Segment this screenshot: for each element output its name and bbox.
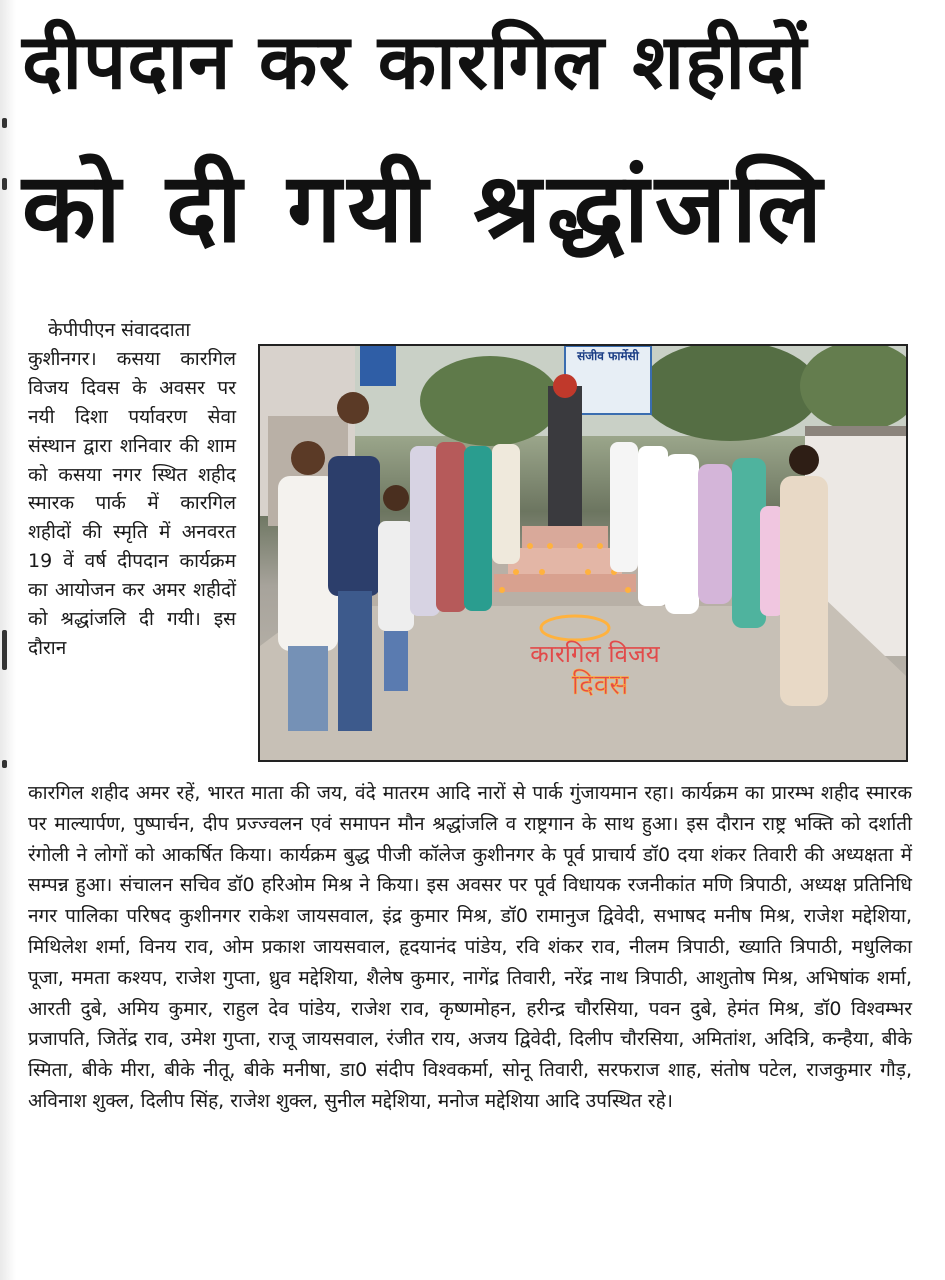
diya	[499, 587, 505, 593]
person	[436, 442, 466, 612]
person	[464, 446, 492, 611]
banner-text: संजीव फार्मेसी	[577, 349, 639, 363]
diya	[547, 543, 553, 549]
person-head	[291, 441, 325, 475]
person	[780, 476, 828, 706]
person	[328, 456, 380, 596]
diya	[585, 569, 591, 575]
tree	[420, 356, 560, 446]
person	[665, 454, 699, 614]
person	[698, 464, 732, 604]
edge-mark	[2, 760, 7, 768]
headline-line-2: को दी गयी श्रद्धांजलि	[22, 152, 829, 264]
child-legs	[384, 631, 408, 691]
person	[638, 446, 668, 606]
diya	[527, 543, 533, 549]
person-legs	[338, 591, 372, 731]
memorial-step	[522, 526, 608, 548]
child	[378, 521, 414, 631]
diya	[513, 569, 519, 575]
person-legs	[288, 646, 328, 731]
memorial-step	[494, 574, 636, 592]
person	[410, 446, 440, 616]
person	[492, 444, 520, 564]
event-photo-illustration	[260, 346, 906, 760]
memorial-step	[508, 548, 622, 574]
rangoli-text-1: कारगिल विजय	[530, 640, 660, 668]
diya	[597, 543, 603, 549]
intro-paragraph: कुशीनगर। कसया कारगिल विजय दिवस के अवसर पर नयी दिशा पर्यावरण सेवा संस्थान द्वारा शनिवार की शाम को कसया नगर स्थित शहीद स्मारक पार्क में कारगिल शहीदों की स्मृति में अनवरत 19 वें वर्ष दीपदान कार्यक्रम का आयोजन कर अमर शहीदों को श्रद्धांजलि दी गयी। इस दौरान	[28, 347, 236, 659]
diya	[539, 569, 545, 575]
intro-column	[28, 316, 236, 663]
diya	[625, 587, 631, 593]
edge-mark	[2, 178, 7, 190]
person-head	[337, 392, 369, 424]
child-head	[383, 485, 409, 511]
edge-mark	[2, 118, 7, 128]
person	[610, 442, 638, 572]
article-body: कारगिल शहीद अमर रहें, भारत माता की जय, वंदे मातरम आदि नारों से पार्क गुंजायमान रहा। कार्यक्रम का प्रारम्भ शहीद स्मारक पर माल्यार्पण, पुष्पार्चन, दीप प्रज्ज्वलन एवं समापन मौन श्रद्धांजलि व राष्ट्रगान के साथ हुआ। इस दौरान राष्ट्र भक्ति को दर्शाती रंगोली ने लोगों को आकर्षित किया। कार्यक्रम बुद्ध पीजी कॉलेज कुशीनगर के पूर्व प्राचार्य डॉ0 दया शंकर तिवारी की अध्यक्षता में सम्पन्न हुआ। संचालन सचिव डॉ0 हरिओम मिश्र ने किया। इस अवसर पर पूर्व विधायक रजनीकांत मणि त्रिपाठी, अध्यक्ष प्रतिनिधि नगर पालिका परिषद कुशीनगर राकेश जायसवाल, इंद्र कुमार मिश्र, डॉ0 रामानुज द्विवेदी, सभाषद मनीष मिश्र, राजेश मद्देशिया, मिथिलेश शर्मा, विनय राव, ओम प्रकाश जायसवाल, हृदयानंद पांडेय, रवि शंकर राव, नीलम त्रिपाठी, ख्याति त्रिपाठी, मधुलिका पूजा, ममता कश्यप, राजेश गुप्ता, ध्रुव मद्देशिया, शैलेष कुमार, नागेंद्र तिवारी, नरेंद्र नाथ त्रिपाठी, आशुतोष मिश्र, अभिषांक शर्मा, आरती दुबे, अमिय कुमार, राहुल देव पांडेय, राजेश राव, कृष्णमोहन, हरीन्द्र चौरसिया, पवन दुबे, हेमंत मिश्र, डॉ0 विश्वम्भर प्रजापति, जितेंद्र राव, उमेश गुप्ता, राजू जायसवाल, रंजीत राय, अजय द्विवेदी, दिलीप चौरसिया, अमितांश, अदित्रि, कन्हैया, बीके स्मिता, बीके मीरा, बीके नीतू, बीके मनीषा, डा0 संदीप विश्वकर्मा, सोनू तिवारी, सरफराज शाह, संतोष पटेल, राजकुमार गौड़, अविनाश शुक्ल, दिलीप सिंह, राजेश शुक्ल, सुनील मद्देशिया, मनोज मद्देशिया आदि उपस्थित रहे।	[28, 782, 912, 1112]
person-head	[789, 445, 819, 475]
page-edge-shadow	[0, 0, 16, 1280]
byline: केपीपीएन संवाददाता	[48, 319, 191, 341]
edge-mark	[2, 630, 7, 670]
wall-railing	[805, 426, 906, 436]
signboard	[360, 346, 396, 386]
event-photo	[258, 344, 908, 762]
diya	[577, 543, 583, 549]
memorial-wreath	[553, 374, 577, 398]
headline-line-1: दीपदान कर कारगिल शहीदों	[22, 17, 808, 106]
memorial-pillar	[548, 386, 582, 526]
rangoli-text-2: दिवस	[571, 668, 629, 701]
